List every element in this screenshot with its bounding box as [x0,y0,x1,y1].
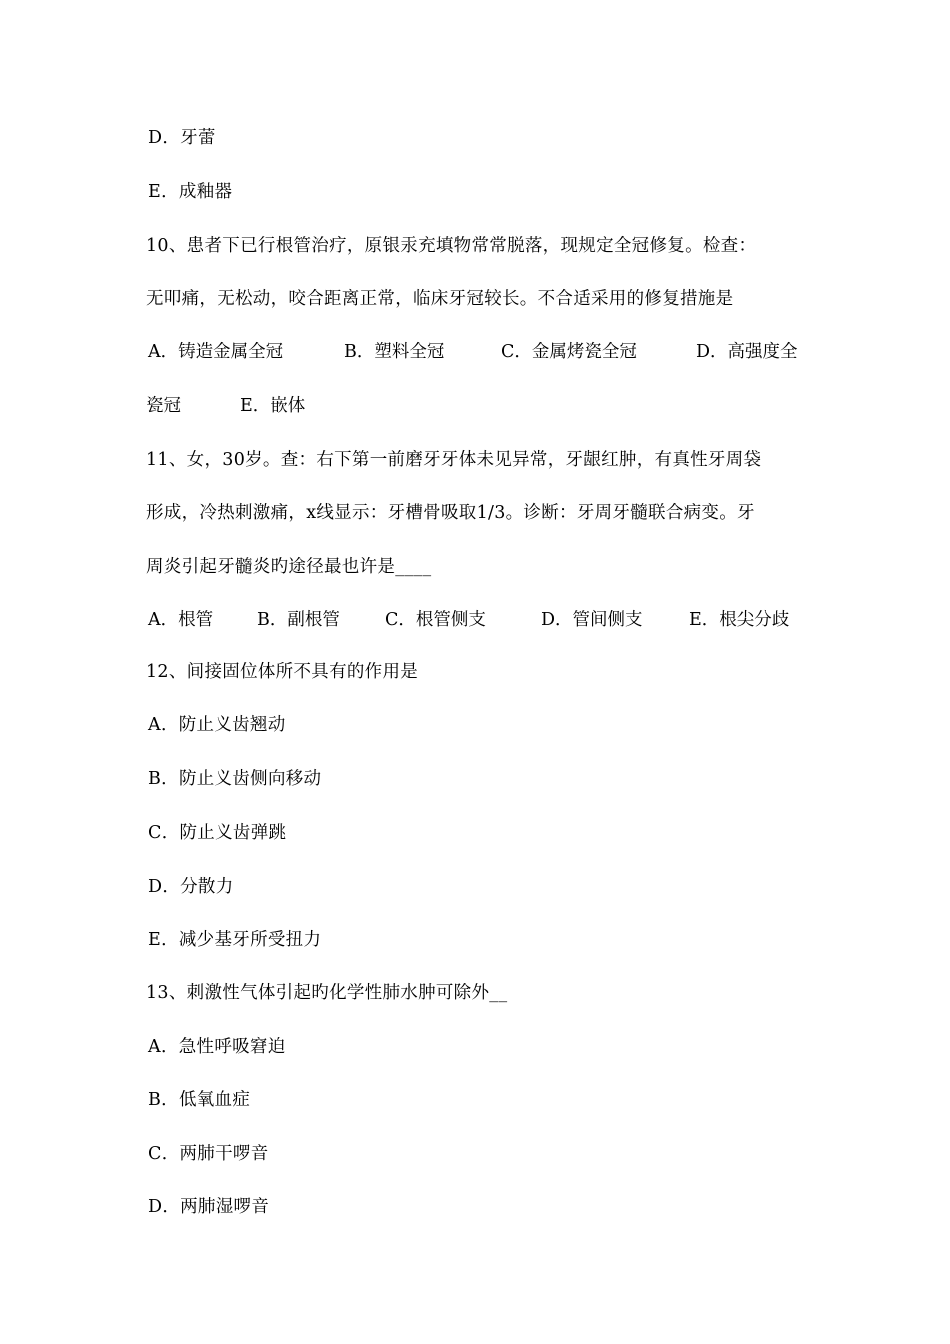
q10-stem-line2: 无叩痛，无松动，咬合距离正常，临床牙冠较长。不合适采用的修复措施是 [146,289,734,309]
q10-option-d: D．高强度全 [696,342,798,362]
q11-stem-line3: 周炎引起牙髓炎旳途径最也许是____ [146,557,432,577]
q10-option-b: B．塑料全冠 [344,342,445,362]
q12-option-a: A．防止义齿翘动 [148,715,286,735]
q13-option-b: B．低氧血症 [148,1090,251,1110]
q11-option-c: C．根管侧支 [385,610,486,630]
q13-stem: 13、刺激性气体引起旳化学性肺水肿可除外__ [146,983,508,1003]
q10-option-d-cont: 瓷冠 [146,396,181,416]
q9-option-e: E．成釉器 [148,182,233,202]
q12-option-b: B．防止义齿侧向移动 [148,769,322,789]
q11-option-d: D．管间侧支 [541,610,643,630]
q11-stem-line2: 形成，冷热刺激痛，x线显示：牙槽骨吸取1/3。诊断：牙周牙髓联合病变。牙 [146,503,755,523]
q13-option-d: D．两肺湿啰音 [148,1197,270,1217]
q12-option-e: E．减少基牙所受扭力 [148,930,322,950]
q9-option-d: D．牙蕾 [148,128,216,148]
q13-option-a: A．急性呼吸窘迫 [148,1037,286,1057]
q11-stem-line1: 11、女，30岁。查：右下第一前磨牙牙体未见异常，牙龈红肿，有真性牙周袋 [146,450,762,470]
q10-option-c: C．金属烤瓷全冠 [501,342,637,362]
q13-option-c: C．两肺干啰音 [148,1144,269,1164]
q10-option-e: E．嵌体 [240,396,306,416]
q10-stem-line1: 10、患者下已行根管治疗，原银汞充填物常常脱落，现规定全冠修复。检查： [146,236,757,256]
q12-option-d: D．分散力 [148,877,234,897]
q11-option-e: E．根尖分歧 [689,610,790,630]
q11-option-a: A．根管 [148,610,214,630]
q12-stem: 12、间接固位体所不具有的作用是 [146,662,419,682]
q12-option-c: C．防止义齿弹跳 [148,823,287,843]
q10-option-a: A．铸造金属全冠 [148,342,284,362]
q11-option-b: B．副根管 [257,610,340,630]
